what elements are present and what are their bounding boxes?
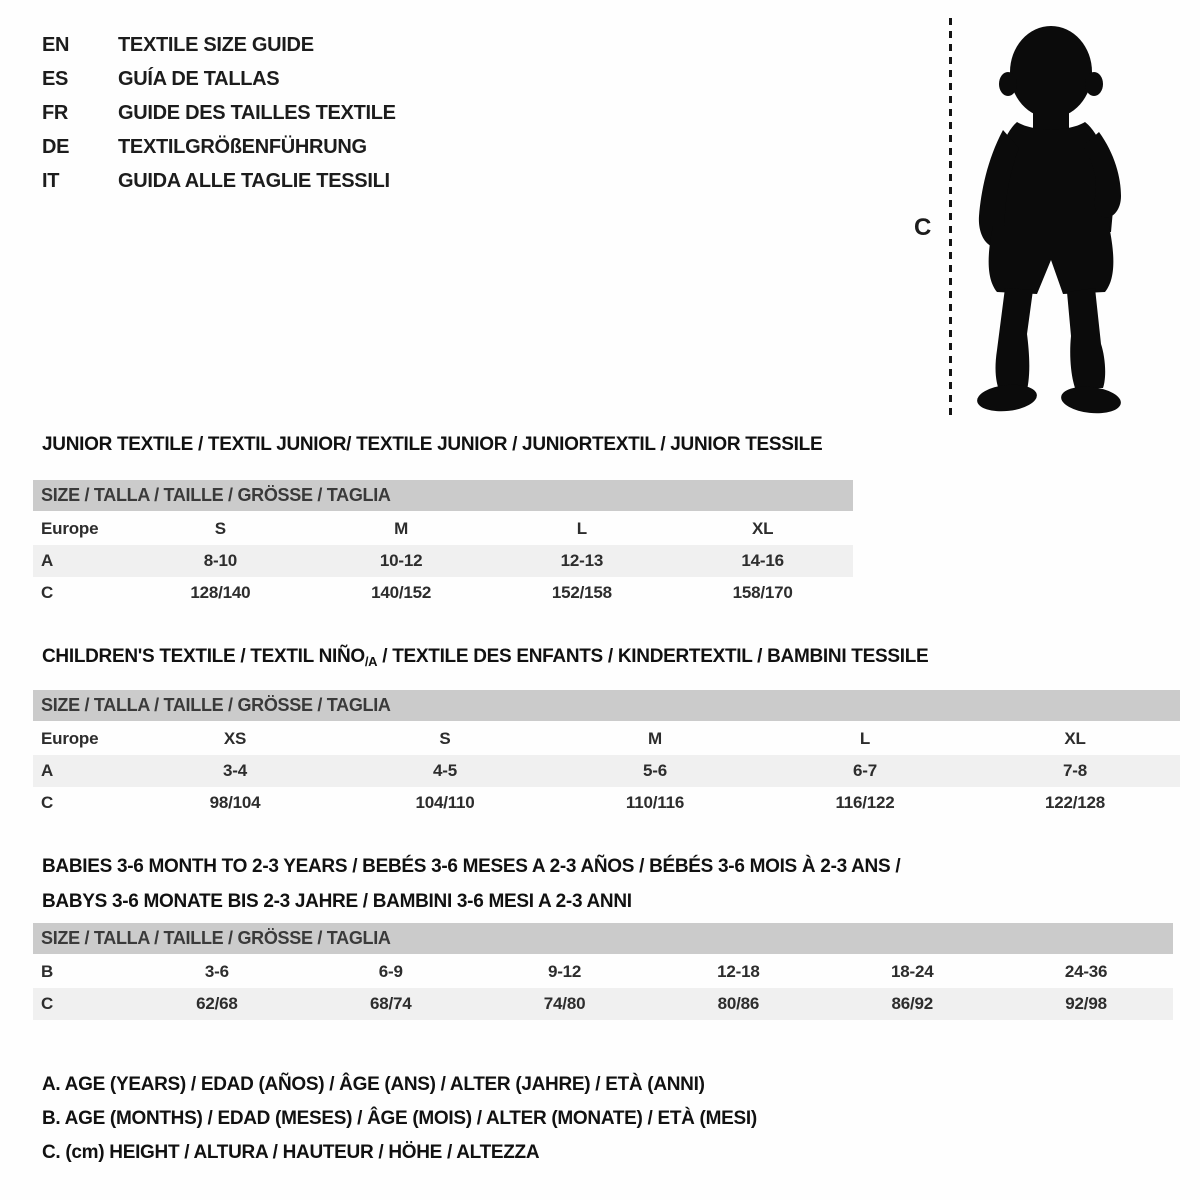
age-value-cell: 10-12 <box>311 545 492 577</box>
language-row-es <box>42 62 396 96</box>
language-title: TEXTILE SIZE GUIDE <box>118 33 314 56</box>
height-value-cell: 74/80 <box>478 988 652 1020</box>
legend-note-a: A. AGE (YEARS) / EDAD (AÑOS) / ÂGE (ANS) / ALTER (JAHRE) / ETÀ (ANNI) <box>42 1074 705 1095</box>
babies-title-line1: BABIES 3-6 MONTH TO 2-3 YEARS / BEBÉS 3-6 MESES A 2-3 AÑOS / BÉBÉS 3-6 MOIS À 2-3 ANS / <box>42 856 901 877</box>
size-value-cell: XS <box>223 729 247 748</box>
height-value-cell: 92/98 <box>999 988 1173 1020</box>
size-value-cell: S <box>439 729 451 748</box>
size-header-row <box>33 480 853 512</box>
months-value-cell: 9-12 <box>547 962 582 981</box>
age-value-cell: 4-5 <box>340 755 550 787</box>
table-row-months <box>33 955 1173 988</box>
height-measure-label: C <box>914 214 932 241</box>
months-value-cell: 18-24 <box>890 962 934 981</box>
language-title-list <box>42 28 396 198</box>
table-row-height <box>33 577 853 609</box>
children-size-table <box>33 690 1180 819</box>
babies-title-line2: BABYS 3-6 MONATE BIS 2-3 JAHRE / BAMBINI 3-6 MESI A 2-3 ANNI <box>42 891 632 912</box>
height-value-cell: 158/170 <box>732 583 793 602</box>
size-header-row <box>33 923 1173 955</box>
months-value-cell: 6-9 <box>378 962 403 981</box>
toddler-silhouette-icon <box>963 20 1138 418</box>
language-row-en <box>42 28 396 62</box>
height-value-cell: 152/158 <box>551 583 612 602</box>
row-label-cell: Europe <box>41 729 99 748</box>
row-label-cell: A <box>33 545 130 577</box>
language-code: EN <box>42 33 70 56</box>
language-code: ES <box>42 67 69 90</box>
row-label-cell: C <box>41 583 54 602</box>
age-value-cell: 12-13 <box>492 545 673 577</box>
language-code: DE <box>42 135 70 158</box>
row-label-cell: B <box>41 962 54 981</box>
junior-size-table <box>33 480 853 609</box>
table-row-height <box>33 988 1173 1020</box>
height-value-cell: 128/140 <box>190 583 251 602</box>
row-label-cell: Europe <box>41 519 99 538</box>
age-value-cell: 8-10 <box>130 545 311 577</box>
height-value-cell: 104/110 <box>415 793 475 812</box>
table-row-europe <box>33 512 853 545</box>
section-title-babies <box>42 849 900 919</box>
language-title: GUIDE DES TAILLES TEXTILE <box>118 101 396 124</box>
language-row-it <box>42 164 396 198</box>
months-value-cell: 12-18 <box>717 962 760 981</box>
legend-note-b: B. AGE (MONTHS) / EDAD (MESES) / ÂGE (MOIS) / ALTER (MONATE) / ETÀ (MESI) <box>42 1108 757 1129</box>
height-value-cell: 68/74 <box>304 988 478 1020</box>
size-header-cell: SIZE / TALLA / TAILLE / GRÖSSE / TAGLIA <box>33 480 853 512</box>
age-value-cell: 5-6 <box>550 755 760 787</box>
table-row-age <box>33 755 1180 787</box>
language-code: IT <box>42 169 60 192</box>
language-row-fr <box>42 96 396 130</box>
language-code: FR <box>42 101 69 124</box>
language-title: GUÍA DE TALLAS <box>118 67 280 90</box>
height-dashed-line <box>949 18 952 418</box>
size-value-cell: L <box>859 729 871 748</box>
language-row-de <box>42 130 396 164</box>
height-value-cell: 98/104 <box>209 793 261 812</box>
children-title-part1: CHILDREN'S TEXTILE / TEXTIL NIÑO <box>42 646 365 667</box>
measurement-legend <box>42 1068 757 1170</box>
language-title: TEXTILGRÖßENFÜHRUNG <box>118 135 367 158</box>
babies-size-table <box>33 923 1173 1020</box>
size-value-cell: L <box>576 519 587 538</box>
children-title-part2: / TEXTILE DES ENFANTS / KINDERTEXTIL / BAMBINI TESSILE <box>377 646 929 667</box>
table-row-age <box>33 545 853 577</box>
table-row-height <box>33 787 1180 819</box>
age-value-cell: 6-7 <box>760 755 970 787</box>
age-value-cell: 14-16 <box>672 545 853 577</box>
size-value-cell: S <box>214 519 226 538</box>
months-value-cell: 24-36 <box>1064 962 1108 981</box>
table-row-europe <box>33 722 1180 755</box>
height-value-cell: 86/92 <box>825 988 999 1020</box>
size-value-cell: M <box>648 729 662 748</box>
legend-note-c: C. (cm) HEIGHT / ALTURA / HAUTEUR / HÖHE / ALTEZZA <box>42 1142 540 1163</box>
months-value-cell: 3-6 <box>204 962 229 981</box>
height-value-cell: 140/152 <box>371 583 432 602</box>
size-header-cell: SIZE / TALLA / TAILLE / GRÖSSE / TAGLIA <box>33 923 1173 955</box>
age-value-cell: 3-4 <box>130 755 340 787</box>
size-value-cell: XL <box>751 519 774 538</box>
height-value-cell: 80/86 <box>651 988 825 1020</box>
row-label-cell: A <box>33 755 130 787</box>
section-title-junior: JUNIOR TEXTILE / TEXTIL JUNIOR/ TEXTILE JUNIOR / JUNIORTEXTIL / JUNIOR TESSILE <box>42 434 823 455</box>
age-value-cell: 7-8 <box>970 755 1180 787</box>
height-value-cell: 62/68 <box>130 988 304 1020</box>
row-label-cell: C <box>41 793 54 812</box>
row-label-cell: C <box>33 988 130 1020</box>
section-title-children <box>42 646 928 669</box>
height-value-cell: 116/122 <box>835 793 895 812</box>
size-header-cell: SIZE / TALLA / TAILLE / GRÖSSE / TAGLIA <box>33 690 1180 722</box>
language-title: GUIDA ALLE TAGLIE TESSILI <box>118 169 390 192</box>
size-value-cell: M <box>394 519 409 538</box>
size-value-cell: XL <box>1064 729 1086 748</box>
size-header-row <box>33 690 1180 722</box>
height-value-cell: 122/128 <box>1044 793 1106 812</box>
children-title-sub: /A <box>364 654 378 669</box>
height-value-cell: 110/116 <box>625 793 685 812</box>
